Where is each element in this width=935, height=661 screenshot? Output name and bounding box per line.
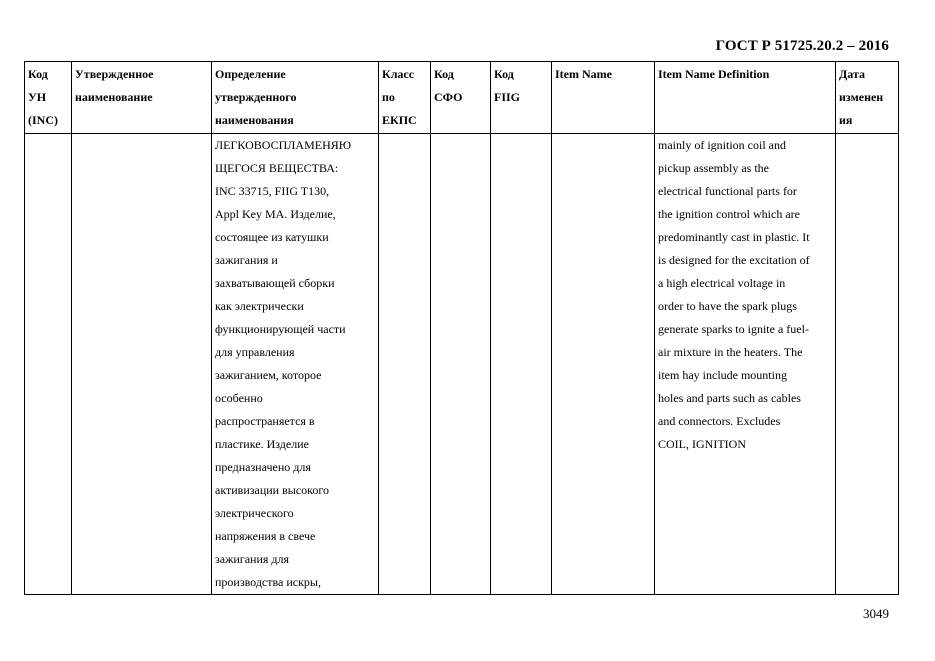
header-text-line: ЕКПС [382,113,417,127]
text-line: pickup assembly as the [658,161,769,175]
header-text-line: FIIG [494,90,521,104]
header-text-line: Item Name Definition [658,67,770,81]
header-text-line: СФО [434,90,463,104]
header-text-line: Код [434,67,454,81]
text-line: активизации высокого [215,483,329,497]
text-line: предназначено для [215,460,311,474]
header-text-line: по [382,90,395,104]
text-line: производства искры, [215,575,321,589]
standard-title: ГОСТ Р 51725.20.2 – 2016 [715,38,889,54]
text-line: and connectors. Excludes [658,414,781,428]
page-number: 3049 [863,606,889,621]
header-text-line: Код [28,67,48,81]
text-line: для управления [215,345,295,359]
cell-inc-code [25,134,72,595]
text-line: electrical functional parts for [658,184,797,198]
text-line: пластике. Изделие [215,437,309,451]
text-line: holes and parts such as cables [658,391,801,405]
col-approved-name [72,62,212,134]
cell-definition-ru [212,134,379,595]
text-line: the ignition control which are [658,207,800,221]
col-change-date [836,62,899,134]
text-line: напряжения в свече [215,529,316,543]
text-line: INC 33715, FIIG T130, [215,184,330,198]
text-line: ЛЕГКОВОСПЛАМЕНЯЮ [215,138,352,152]
text-line: is designed for the excitation of [658,253,810,267]
header-text-line: Код [494,67,514,81]
text-line: функционирующей части [215,322,346,336]
header-text-line: ия [839,113,853,127]
text-line: mainly of ignition coil and [658,138,786,152]
col-ekps-class [379,62,431,134]
table-row [25,134,899,595]
catalog-table [24,61,899,595]
header-text-line: Утвержденное [75,67,154,81]
cell-ekps-class [379,134,431,595]
text-line: захватывающей сборки [215,276,335,290]
col-item-name [552,62,655,134]
cell-sfo-code [431,134,491,595]
cell-change-date [836,134,899,595]
text-line: ЩЕГОСЯ ВЕЩЕСТВА: [215,161,339,175]
cell-item-name [552,134,655,595]
text-line: COIL, IGNITION [658,437,746,451]
text-line: predominantly cast in plastic. It [658,230,810,244]
header-text-line: Класс [382,67,415,81]
text-line: состоящее из катушки [215,230,329,244]
header-text-line: УН [28,90,47,104]
header-text-line: Item Name [555,67,612,81]
text-line: особенно [215,391,263,405]
cell-approved-name [72,134,212,595]
col-name-definition-ru [212,62,379,134]
text-line: generate sparks to ignite a fuel- [658,322,809,336]
header-text-line: утвержденного [215,90,297,104]
text-line: как электрически [215,299,304,313]
col-inc-code [25,62,72,134]
header-text-line: изменен [839,90,884,104]
header-text-line: наименование [75,90,153,104]
text-line: зажигания и [215,253,278,267]
text-line: item hay include mounting [658,368,787,382]
text-line: a high electrical voltage in [658,276,786,290]
cell-definition-en [655,134,836,595]
text-line: распространяется в [215,414,315,428]
header-text-line: (INC) [28,113,58,127]
header-text-line: Определение [215,67,286,81]
header-text-line: наименования [215,113,294,127]
text-line: зажигания для [215,552,290,566]
text-line: электрического [215,506,294,520]
header-text-line: Дата [839,67,865,81]
text-line: зажиганием, которое [215,368,322,382]
col-sfo-code [431,62,491,134]
text-line: order to have the spark plugs [658,299,797,313]
cell-fiig-code [491,134,552,595]
text-line: air mixture in the heaters. The [658,345,803,359]
text-line: Appl Key MA. Изделие, [215,207,336,221]
col-fiig-code [491,62,552,134]
table-header-row [25,62,899,134]
col-item-name-definition [655,62,836,134]
